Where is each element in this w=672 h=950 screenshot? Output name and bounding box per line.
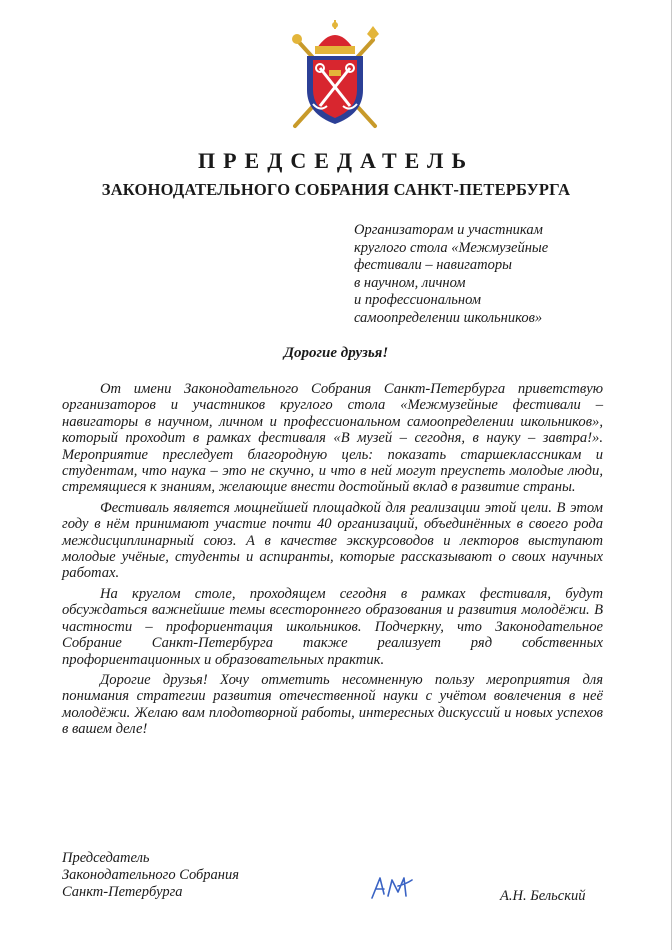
addressee-line: и профессиональном (354, 292, 482, 309)
body-paragraph: От имени Законодательного Собрания Санкт-Петербурга приветствую организаторов и участников круглого стола «Межмузейные фестивали – навигаторы в научном, личном и профессиональном самоопределении школьников», который проходит в рамках фестиваля «В музей – сегодня, в науку – завтра!». Мероприятие преследует благородную цель: показать старшеклассникам и студентам, что наука – это не скучно, и что в ней могут преуспеть молодые люди, стремящиеся к знаниям, желающие внести достойный вклад в развитие страны. (62, 381, 603, 496)
addressee-line: круглого стола «Межмузейные (354, 239, 549, 256)
coat-of-arms-icon (283, 20, 387, 136)
body-paragraph: Дорогие друзья! Хочу отметить несомненную пользу мероприятия для понимания стратегии развития отечественной науки с учётом вовлечения в неё молодёжи. Желаю вам плодотворной работы, интересных дискуссий и новых успехов в вашем деле! (62, 671, 603, 738)
body-paragraph: На круглом столе, проходящем сегодня в рамках фестиваля, будут обсуждаться важнейшие темы всестороннего образования и развития молодёжи. В частности – профориентация школьников. Подчеркну, что Законодательное Собрание Санкт-Петербурга также реализует ряд собственных профориентационных и образовательных практик. (62, 585, 603, 668)
salutation: Дорогие друзья! (283, 345, 389, 361)
page-title: ПРЕДСЕДАТЕЛЬ (197, 148, 474, 173)
signatory-position-line: Санкт-Петербурга (62, 884, 183, 900)
letter-body (62, 381, 603, 742)
body-paragraph: Фестиваль является мощнейшей площадкой для реализации этой цели. В этом году в нём принимают участие почти 40 организаций, объединённых в своего рода междисциплинарный союз. А в качестве экскурсоводов и лекторов выступают молодые учёные, студенты и аспиранты, которые рассказывают о своих научных работах. (62, 499, 603, 582)
page-subtitle: ЗАКОНОДАТЕЛЬНОГО СОБРАНИЯ САНКТ-ПЕТЕРБУРГА (101, 180, 571, 199)
addressee-line: в научном, личном (354, 274, 466, 291)
signatory-position (62, 850, 239, 901)
signatory-name: А.Н. Бельский (500, 888, 586, 904)
addressee-block (354, 222, 616, 328)
handwritten-signature-icon (368, 872, 414, 902)
addressee-line: фестивали – навигаторы (354, 257, 512, 274)
addressee-line: самоопределении школьников» (354, 309, 543, 326)
addressee-line: Организаторам и участникам (354, 222, 543, 238)
signatory-position-line: Законодательного Собрания (62, 867, 239, 883)
signatory-position-line: Председатель (62, 850, 150, 866)
